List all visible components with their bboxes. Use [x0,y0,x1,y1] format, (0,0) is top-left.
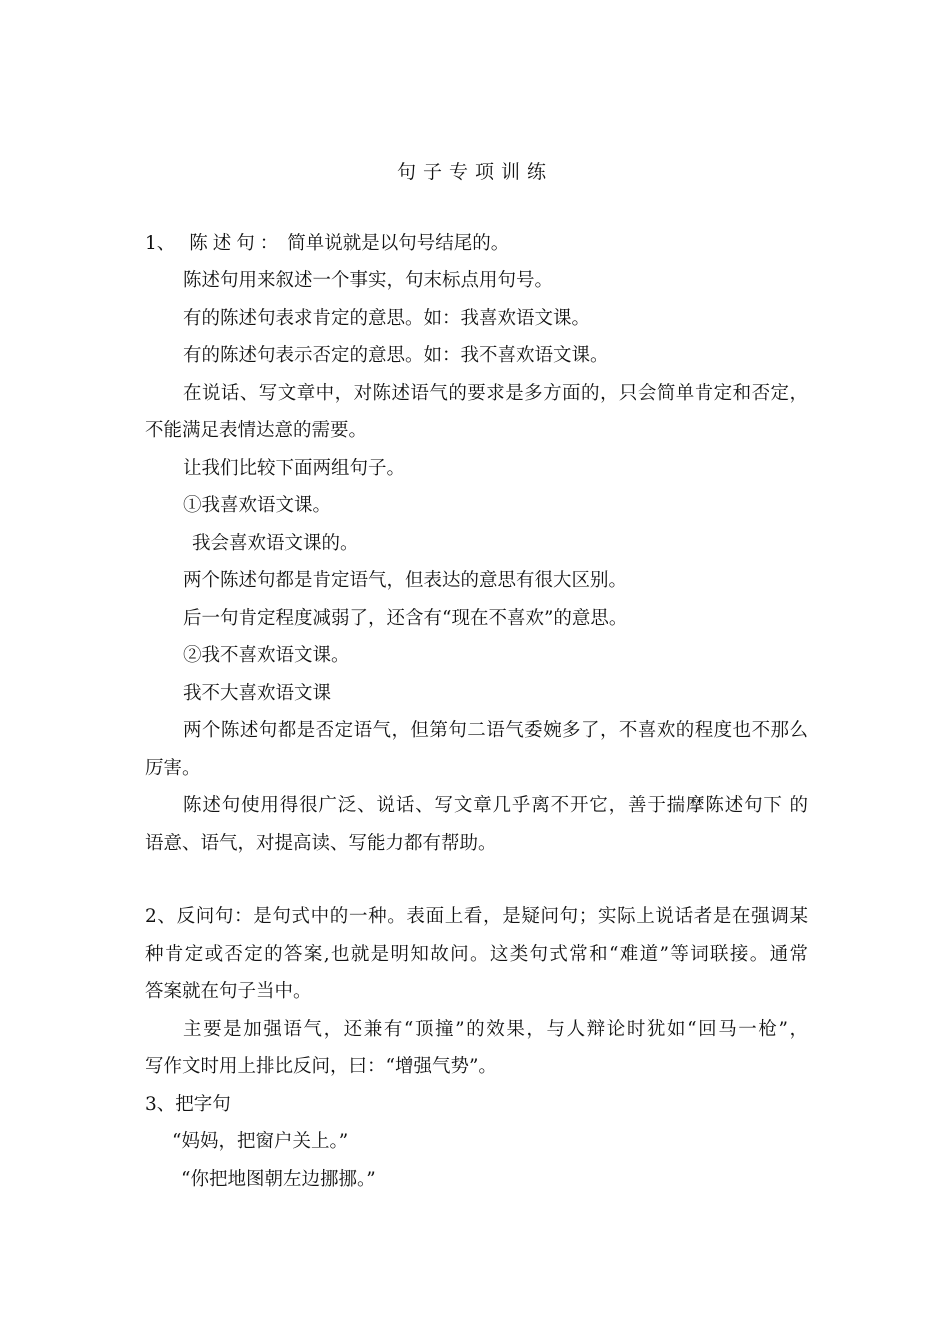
section-2-heading: 2、反问句：是句式中的一种。表面上看，是疑问句；实际上说话者是在强调某 [145,906,808,927]
paragraph-line: 陈述句使用得很广泛、说话、写文章几乎离不开它，善于揣摩陈述句下 的 [183,795,808,816]
paragraph-line: 后一句肯定程度减弱了，还含有“现在不喜欢”的意思。 [183,608,628,629]
paragraph-line: ②我不喜欢语文课。 [183,645,350,666]
paragraph-line: 不能满足表情达意的需要。 [145,420,368,441]
paragraph-line: 答案就在句子当中。 [145,981,312,1002]
paragraph-line: 种肯定或否定的答案,也就是明知故问。这类句式常和“难道”等词联接。通常 [145,944,808,965]
paragraph-line: 有的陈述句表求肯定的意思。如：我喜欢语文课。 [183,308,591,329]
paragraph-line: 两个陈述句都是否定语气，但第句二语气委婉多了，不喜欢的程度也不那么 [183,720,808,741]
section-1-heading [145,231,509,257]
page-title: 句子专项训练 [396,161,553,183]
paragraph-line: 让我们比较下面两组句子。 [183,458,406,479]
section-3-heading: 3、把字句 [145,1094,231,1115]
example-sentence: “妈妈，把窗户关上。” [172,1131,349,1152]
paragraph-line: 两个陈述句都是肯定语气，但表达的意思有很大区别。 [183,570,628,591]
section-term: 陈述句： [189,233,284,254]
example-sentence: “你把地图朝左边挪挪。” [181,1169,376,1190]
paragraph-line: 语意、语气，对提高读、写能力都有帮助。 [145,833,497,854]
paragraph-line: 我会喜欢语文课的。 [192,533,359,554]
paragraph-line: 厉害。 [145,758,201,779]
paragraph-line: ①我喜欢语文课。 [183,495,332,516]
section-description: 简单说就是以句号结尾的。 [287,233,510,254]
paragraph-line: 写作文时用上排比反问，曰：“增强气势”。 [145,1056,497,1077]
paragraph-line: 主要是加强语气，还兼有“顶撞”的效果，与人辩论时犹如“回马一枪”， [183,1019,808,1040]
paragraph-line: 陈述句用来叙述一个事实，句末标点用句号。 [183,270,554,291]
paragraph-line: 在说话、写文章中，对陈述语气的要求是多方面的，只会简单肯定和否定， [183,383,808,404]
paragraph-line: 我不大喜欢语文课 [183,683,332,704]
section-number: 1、 [145,233,176,254]
paragraph-line: 有的陈述句表示否定的意思。如：我不喜欢语文课。 [183,345,609,366]
